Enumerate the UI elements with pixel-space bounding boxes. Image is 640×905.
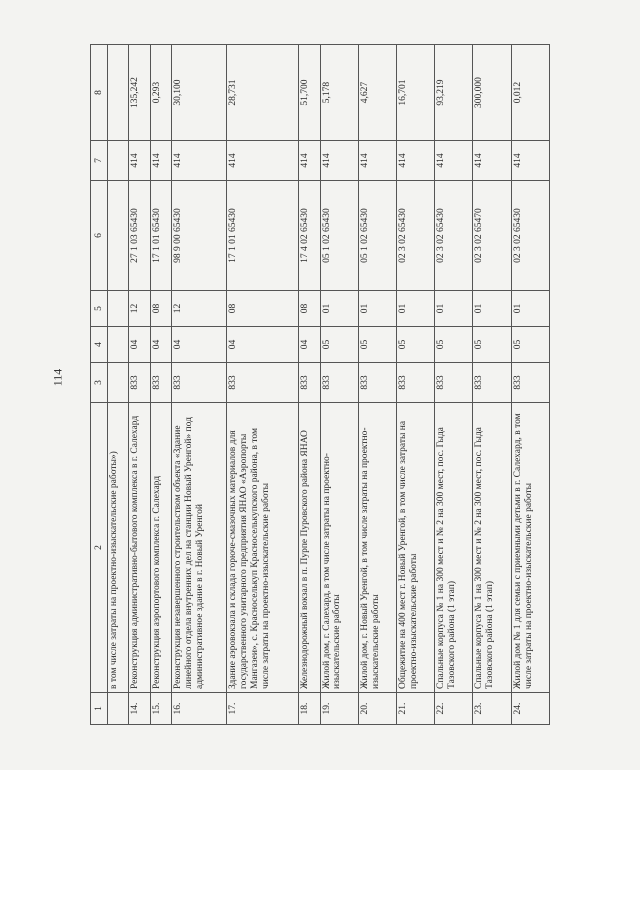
amount-col-8: 51,700 [299, 45, 320, 141]
code-col-6: 17 1 01 65430 [227, 181, 299, 291]
code-col-4: 04 [299, 327, 320, 363]
code-col-7: 414 [435, 141, 473, 181]
code-col-7: 414 [511, 141, 549, 181]
amount-col-8: 93,219 [435, 45, 473, 141]
row-number: 21. [397, 693, 435, 725]
object-name: Реконструкция административно-бытового комплекса в г. Салехард [129, 403, 150, 693]
code-col-5: 12 [129, 291, 150, 327]
object-name: Жилой дом № 1 для семьи с приемными детьми в г. Салехард, в том числе затраты на проектно-изыскательские работы [511, 403, 549, 693]
code-col-7: 414 [299, 141, 320, 181]
code-col-4: 04 [150, 327, 171, 363]
code-col-7: 414 [397, 141, 435, 181]
col-header-1: 1 [91, 693, 108, 725]
code-col-6: 27 1 03 65430 [129, 181, 150, 291]
object-name: Жилой дом, г. Новый Уренгой, в том числе затраты на проектно-изыскательские работы [358, 403, 396, 693]
object-name: в том числе затраты на проектно-изыскательские работы») [108, 403, 129, 693]
code-col-3: 833 [435, 363, 473, 403]
code-col-4: 04 [172, 327, 227, 363]
page-margin [0, 770, 640, 905]
amount-col-8: 5,178 [320, 45, 358, 141]
amount-col-8: 28,731 [227, 45, 299, 141]
code-col-3: 833 [473, 363, 511, 403]
table-row [473, 45, 511, 725]
rotated-table-wrapper [90, 45, 550, 725]
header-row [91, 45, 108, 725]
code-col-6: 05 1 02 65430 [320, 181, 358, 291]
code-col-7: 414 [473, 141, 511, 181]
code-col-7: 414 [320, 141, 358, 181]
amount-col-8: 16,701 [397, 45, 435, 141]
col-header-3: 3 [91, 363, 108, 403]
code-col-5: 12 [172, 291, 227, 327]
code-col-6: 02 3 02 65430 [397, 181, 435, 291]
code-col-6: 05 1 02 65430 [358, 181, 396, 291]
table-row [108, 45, 129, 725]
table-row [435, 45, 473, 725]
table-row [129, 45, 150, 725]
table-row [299, 45, 320, 725]
code-col-4: 05 [511, 327, 549, 363]
code-col-5: 08 [150, 291, 171, 327]
code-col-5: 01 [397, 291, 435, 327]
code-col-3: 833 [320, 363, 358, 403]
amount-col-8: 30,100 [172, 45, 227, 141]
code-col-6: 98 9 00 65430 [172, 181, 227, 291]
code-col-4: 05 [435, 327, 473, 363]
code-col-6: 17 1 01 65430 [150, 181, 171, 291]
code-col-5: 01 [435, 291, 473, 327]
col-header-6: 6 [91, 181, 108, 291]
amount-col-8 [108, 45, 129, 141]
col-header-4: 4 [91, 327, 108, 363]
row-number: 23. [473, 693, 511, 725]
table-row [320, 45, 358, 725]
table-row [511, 45, 549, 725]
budget-table [90, 44, 550, 725]
row-number: 19. [320, 693, 358, 725]
code-col-3: 833 [397, 363, 435, 403]
code-col-6: 02 3 02 65430 [511, 181, 549, 291]
code-col-6: 02 3 02 65470 [473, 181, 511, 291]
code-col-5: 01 [511, 291, 549, 327]
amount-col-8: 300,000 [473, 45, 511, 141]
code-col-5: 01 [473, 291, 511, 327]
row-number: 16. [172, 693, 227, 725]
row-number [108, 693, 129, 725]
row-number: 14. [129, 693, 150, 725]
code-col-7: 414 [150, 141, 171, 181]
amount-col-8: 0,293 [150, 45, 171, 141]
table-row [172, 45, 227, 725]
table-row [397, 45, 435, 725]
code-col-6 [108, 181, 129, 291]
code-col-6: 02 3 02 65430 [435, 181, 473, 291]
code-col-3: 833 [129, 363, 150, 403]
col-header-8: 8 [91, 45, 108, 141]
object-name: Здание аэровокзала и склада горюче-смазочных материалов для государственного унитарного предприятия ЯНАО «Аэропорты Мангазеи», с. Красноселькуп Красноселькупского района, в том числе затраты на проектно-изыскательские работы [227, 403, 299, 693]
code-col-7: 414 [172, 141, 227, 181]
code-col-6: 17 4 02 65430 [299, 181, 320, 291]
code-col-3: 833 [511, 363, 549, 403]
row-number: 17. [227, 693, 299, 725]
table-row [227, 45, 299, 725]
code-col-5 [108, 291, 129, 327]
row-number: 22. [435, 693, 473, 725]
code-col-5: 08 [227, 291, 299, 327]
code-col-7: 414 [358, 141, 396, 181]
code-col-3: 833 [150, 363, 171, 403]
code-col-4: 05 [358, 327, 396, 363]
code-col-3 [108, 363, 129, 403]
row-number: 24. [511, 693, 549, 725]
amount-col-8: 0,012 [511, 45, 549, 141]
code-col-3: 833 [227, 363, 299, 403]
object-name: Спальные корпуса № 1 на 300 мест и № 2 на 300 мест, пос. Гыда Тазовского района (1 этап) [473, 403, 511, 693]
table-row [358, 45, 396, 725]
code-col-4: 05 [473, 327, 511, 363]
code-col-5: 01 [358, 291, 396, 327]
object-name: Спальные корпуса № 1 на 300 мест и № 2 на 300 мест, пос. Гыда Тазовского района (1 этап) [435, 403, 473, 693]
col-header-7: 7 [91, 141, 108, 181]
code-col-4: 05 [397, 327, 435, 363]
object-name: Реконструкция незавершенного строительством объекта «Здание линейного отдела внутренних дел на станции Новый Уренгой» под административное здание в г. Новый Уренгой [172, 403, 227, 693]
col-header-2: 2 [91, 403, 108, 693]
row-number: 15. [150, 693, 171, 725]
amount-col-8: 135,242 [129, 45, 150, 141]
code-col-4: 04 [129, 327, 150, 363]
code-col-4: 05 [320, 327, 358, 363]
col-header-5: 5 [91, 291, 108, 327]
code-col-7: 414 [129, 141, 150, 181]
object-name: Железнодорожный вокзал в п. Пурпе Пуровского района ЯНАО [299, 403, 320, 693]
code-col-3: 833 [299, 363, 320, 403]
code-col-3: 833 [358, 363, 396, 403]
object-name: Жилой дом, г. Салехард, в том числе затраты на проектно-изыскательские работы [320, 403, 358, 693]
object-name: Реконструкция аэропортового комплекса г. Салехард [150, 403, 171, 693]
code-col-7: 414 [227, 141, 299, 181]
page-number: 114 [50, 368, 65, 387]
code-col-4: 04 [227, 327, 299, 363]
object-name: Общежитие на 400 мест г. Новый Уренгой, в том числе затраты на проектно-изыскательские работы [397, 403, 435, 693]
code-col-7 [108, 141, 129, 181]
amount-col-8: 4,627 [358, 45, 396, 141]
table-row [150, 45, 171, 725]
code-col-5: 01 [320, 291, 358, 327]
row-number: 18. [299, 693, 320, 725]
code-col-5: 08 [299, 291, 320, 327]
row-number: 20. [358, 693, 396, 725]
code-col-4 [108, 327, 129, 363]
code-col-3: 833 [172, 363, 227, 403]
